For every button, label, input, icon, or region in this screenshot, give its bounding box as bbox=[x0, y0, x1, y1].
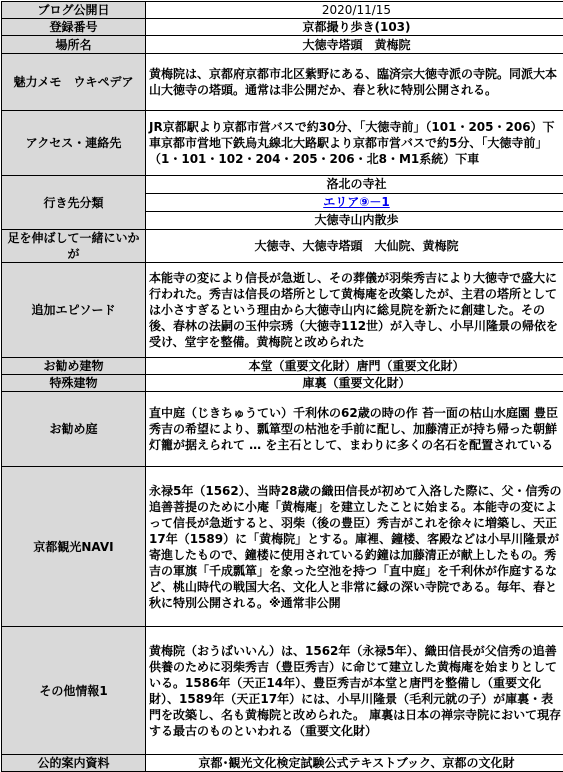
value-nearby: 大徳寺、大徳寺塔頭 大仙院、黄梅院 bbox=[146, 230, 563, 263]
label-place: 場所名 bbox=[2, 36, 146, 54]
label-special-building: 特殊建物 bbox=[2, 375, 146, 392]
row-reg-no bbox=[2, 19, 563, 36]
row-rec-garden bbox=[2, 392, 563, 467]
row-charm bbox=[2, 54, 563, 111]
value-guide: 京都･観光文化検定試験公式テキストブック、京都の文化財 bbox=[146, 755, 563, 772]
row-category bbox=[2, 176, 563, 230]
row-guide bbox=[2, 755, 563, 772]
label-other: その他情報1 bbox=[2, 627, 146, 755]
row-blog-date bbox=[2, 2, 563, 19]
row-nearby bbox=[2, 230, 563, 263]
value-charm: 黄梅院は、京都府京都市北区紫野にある、臨済宗大徳寺派の寺院。同派大本山大徳寺の塔頭。通常は非公開だか、春と秋に特別公開される。 bbox=[146, 54, 563, 111]
label-rec-building: お勧め建物 bbox=[2, 358, 146, 375]
value-access: JR京都駅より京都市営バスで約30分、「大徳寺前」（101・205・206）下車京都市営地下鉄烏丸線北大路駅より京都市営バスで約5分、「大徳寺前」（1・101・102・204・205・206・北8・M1系統）下車 bbox=[146, 111, 563, 176]
value-category bbox=[146, 176, 563, 230]
row-other bbox=[2, 627, 563, 755]
row-navi bbox=[2, 467, 563, 627]
label-blog-date: ブログ公開日 bbox=[2, 2, 146, 19]
label-guide: 公的案内資料 bbox=[2, 755, 146, 772]
value-episode: 本能寺の変により信長が急逝し、その葬儀が羽柴秀吉により大徳寺で盛大に行われた。秀吉は信長の塔所として黄梅庵を改築したが、主君の塔所としては小さすぎるという理由から大徳寺山内に総見院を新たに創建した。その後、春林の法嗣の玉仲宗琇（大徳寺112世）が入寺し、小早川隆景の帰依を受け、堂宇を整備。黄梅院と改められた bbox=[146, 263, 563, 358]
label-access: アクセス・連絡先 bbox=[2, 111, 146, 176]
category-line-1: 洛北の寺社 bbox=[146, 176, 563, 194]
label-category: 行き先分類 bbox=[2, 176, 146, 230]
label-reg-no: 登録番号 bbox=[2, 19, 146, 36]
row-rec-building bbox=[2, 358, 563, 375]
label-episode: 追加エピソード bbox=[2, 263, 146, 358]
label-charm: 魅力メモ ウキペデア bbox=[2, 54, 146, 111]
row-episode bbox=[2, 263, 563, 358]
row-access bbox=[2, 111, 563, 176]
info-table bbox=[1, 1, 563, 772]
label-rec-garden: お勧め庭 bbox=[2, 392, 146, 467]
category-area-link[interactable]: エリア⑨－1 bbox=[146, 194, 563, 212]
label-nearby: 足を伸ばして一緒にいかが bbox=[2, 230, 146, 263]
row-place bbox=[2, 36, 563, 54]
value-place: 大徳寺塔頭 黄梅院 bbox=[146, 36, 563, 54]
value-navi: 永禄5年（1562）、当時28歳の織田信長が初めて入洛した際に、父・信秀の追善菩提のために小庵「黄梅庵」を建立したことに始まる。本能寺の変によって信長が急逝すると、羽柴（後の豊臣）秀吉がこれを徐々に増築し、天正17年（1589）に「黄梅院」とする。庫裡、鐘楼、客殿などは小早川隆景が寄進したもので、鐘楼に使用されている釣鐘は加藤清正が献上したもの。秀吉の軍旗「千成瓢箪」を象った空池を持つ「直中庭」を千利休が作庭するなど、桃山時代の戦国大名、文化人と非常に縁の深い寺院である。毎年、春と秋に特別公開される。※通常非公開 bbox=[146, 467, 563, 627]
value-other: 黄梅院（おうばいいん）は、1562年（永禄5年）、織田信長が父信秀の追善供養のために羽柴秀吉（豊臣秀吉）に命じて建立した黄梅庵を始まりとしている。1586年（天正14年）、豊臣秀吉が本堂と唐門を整備し（重要文化財）、1589年（天正17年）には、小早川隆景（毛利元就の子）が庫裏・表門を改築し、名も黄梅院と改められた。 庫裏は日本の禅宗寺院において現存する最古のものといわれる（重要文化財） bbox=[146, 627, 563, 755]
category-line-3: 大徳寺山内散歩 bbox=[146, 212, 563, 229]
label-navi: 京都観光NAVI bbox=[2, 467, 146, 627]
value-reg-no: 京都撮り歩き(103) bbox=[146, 19, 563, 36]
value-rec-building: 本堂（重要文化財）唐門（重要文化財） bbox=[146, 358, 563, 375]
value-rec-garden: 直中庭（じきちゅうてい）千利休の62歳の時の作 苔一面の枯山水庭園 豊臣秀吉の希望により、瓢箪型の枯池を手前に配し、加藤清正が持ち帰った朝鮮灯籠が据えられて … を主石として、まわりに多くの名石を配置されている bbox=[146, 392, 563, 467]
value-special-building: 庫裏（重要文化財） bbox=[146, 375, 563, 392]
value-blog-date: 2020/11/15 bbox=[146, 2, 563, 19]
row-special-building bbox=[2, 375, 563, 392]
